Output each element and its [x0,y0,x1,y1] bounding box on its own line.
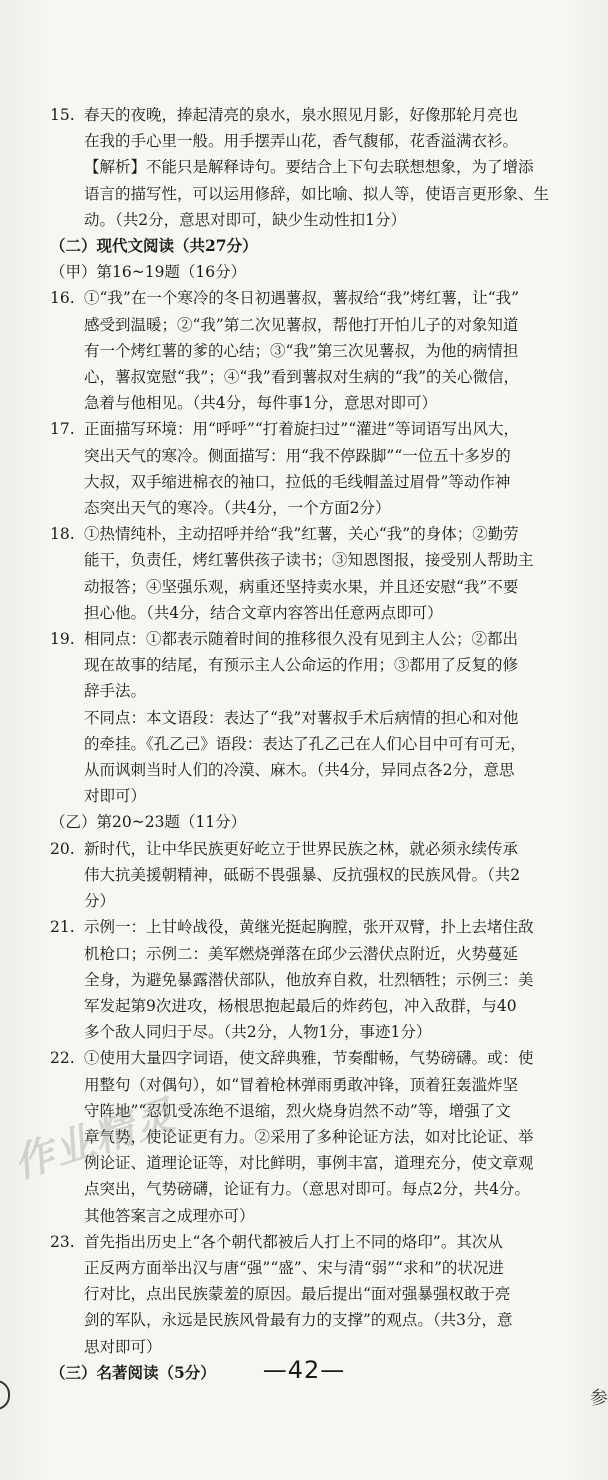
text-line: 全身，为避免暴露潜伏部队，他放弃自救，壮烈牺牲；示例三：美 [84,970,534,989]
binding-mark [0,1380,10,1410]
text-line: 守阵地”“忍饥受冻绝不退缩，烈火烧身岿然不动”等，增强了文 [84,1101,511,1120]
text-line: 从而讽刺当时人们的冷漠、麻木。（共4分，异同点各2分，意思 [84,761,515,780]
section-heading-modern-reading: （二）现代文阅读（共27分） [50,236,258,256]
text-line: ①“我”在一个寒冷的冬日初遇薯叔，薯叔给“我”烤红薯，让“我” [84,289,520,308]
text-line: 伟大抗美援朝精神，砥砺不畏强暴、反抗强权的民族风骨。（共2 [84,865,521,884]
question-16 [50,285,580,416]
watermark: 作业精灵 [8,1091,183,1188]
text-line: ①热情纯朴，主动招呼并给“我”红薯，关心“我”的身体；②勤劳 [84,525,519,544]
text-line: 突出天气的寒冷。侧面描写：用“我不停跺脚”“一位五十多岁的 [84,446,511,465]
question-18 [50,521,580,626]
question-21 [50,914,580,1045]
text-line: 行对比，点出民族蒙羞的原因。最后提出“面对强暴强权敢于亮 [84,1285,511,1304]
text-line: 动报答；④坚强乐观，病重还坚持卖水果，并且还安慰“我”不要 [84,577,519,596]
text-line: 示例一：上甘岭战役，黄继光挺起胸膛，张开双臂，扑上去堵住敌 [84,918,534,937]
text-line: 动。（共2分，意思对即可，缺少生动性扣1分） [84,210,406,229]
text-line: 点突出，气势磅礴，论证有力。（意思对即可。每点2分，共4分。 [84,1180,530,1199]
text-line: 急着与他相见。（共4分，每件事1分，意思对即可） [84,394,437,413]
text-line: 例论证、道理论证等，对比鲜明，事例丰富，道理充分，使文章观 [84,1154,534,1173]
text-line: 新时代，让中华民族更好屹立于世界民族之林，就必须永续传承 [84,839,519,858]
text-line: 春天的夜晚，捧起清亮的泉水，泉水照见月影，好像那轮月亮也 [84,106,519,124]
text-line: 辞手法。 [84,682,147,701]
text-line: 不同点：本文语段：表达了“我”对薯叔手术后病情的担心和对他 [84,708,519,727]
text-line: 担心他。（共4分，结合文章内容答出任意两点即可） [84,603,443,622]
text-line: 军发起第9次进攻，杨根思抱起最后的炸药包，冲入敌群，与40 [84,996,517,1015]
text-line: 现在故事的结尾，有预示主人公命运的作用；③都用了反复的修 [84,656,519,675]
text-line: 思对即可） [84,1337,162,1356]
text-line: 分） [84,892,116,911]
question-number: 21. [50,918,75,937]
question-number: 17. [50,420,75,439]
text-line: 章气势，使论证更有力。②采用了多种论证方法，如对比论证、举 [84,1127,534,1146]
text-line: 多个敌人同归于尽。（共2分，人物1分，事迹1分） [84,1023,432,1042]
text-line: 大叔，双手缩进棉衣的袖口，拉低的毛线帽盖过眉骨”等动作神 [84,472,511,491]
text-line: 正反两方面举出汉与唐“强”“盛”、宋与清“弱”“求和”的状况进 [84,1258,504,1277]
question-15 [50,102,580,233]
text-line: 其他答案言之成理亦可） [84,1206,255,1225]
text-line: 正面描写环境：用“呼呼”“打着旋扫过”“灌进”等词语写出风大， [84,420,520,439]
text-line: 语言的描写性，可以运用修辞，如比喻、拟人等，使语言更形象、生 [84,184,550,203]
question-number: 16. [50,289,75,308]
question-number: 19. [50,630,75,649]
subsection-jia: （甲）第16~19题（16分） [50,263,247,282]
question-20 [50,836,580,915]
question-17 [50,416,580,521]
text-line: 首先指出历史上“各个朝代都被后人打上不同的烙印”。其次从 [84,1232,503,1251]
question-number: 23. [50,1232,75,1251]
question-number: 20. [50,839,75,858]
text-line: 相同点：①都表示随着时间的推移很久没有见到主人公；②都出 [84,630,519,649]
question-19 [50,626,580,809]
text-line: 剑的军队，永远是民族风骨最有力的支撑”的观点。（共3分，意 [84,1311,513,1330]
text-line: 【解析】不能只是解释诗句。要结合上下句去联想想象，为了增添 [84,158,534,177]
text-line: 机枪口；示例二：美军燃烧弹落在邱少云潜伏点附近，火势蔓延 [84,944,519,963]
page-number: —42— [262,1356,346,1384]
text-line: 在我的手心里一般。用手摆弄山花，香气馥郁，花香溢满衣衫。 [84,132,519,151]
question-number: 18. [50,525,75,544]
question-number: 15. [50,106,75,124]
question-23 [50,1229,580,1360]
text-line: 能干，负责任，烤红薯供孩子读书；③知恩图报，接受别人帮助主 [84,551,534,570]
text-line: 有一个烤红薯的爹的心结；③“我”第三次见薯叔，为他的病情担 [84,341,519,360]
question-number: 22. [50,1049,75,1068]
subsection-yi: （乙）第20~23题（11分） [50,813,247,832]
section-heading-classics-reading: （三）名著阅读（5分） [50,1362,216,1382]
text-line: 感受到温暖；②“我”第二次见薯叔，帮他打开怕儿子的对象知道 [84,315,519,334]
corner-char: 参 [590,1388,608,1409]
text-line: 对即可） [84,787,147,806]
text-line: 用整句（对偶句），如“冒着枪林弹雨勇敢冲锋，顶着狂轰滥炸坚 [84,1075,519,1094]
text-line: ①使用大量四字词语，使文辞典雅，节奏酣畅，气势磅礴。或：使 [84,1049,534,1068]
text-line: 的牵挂。《孔乙己》语段：表达了孔乙己在人们心目中可有可无， [84,734,526,753]
text-line: 心，薯叔宽慰“我”；④“我”看到薯叔对生病的“我”的关心微信， [84,368,520,387]
text-line: 态突出天气的寒冷。（共4分，一个方面2分） [84,499,391,518]
answer-content [50,102,580,1386]
